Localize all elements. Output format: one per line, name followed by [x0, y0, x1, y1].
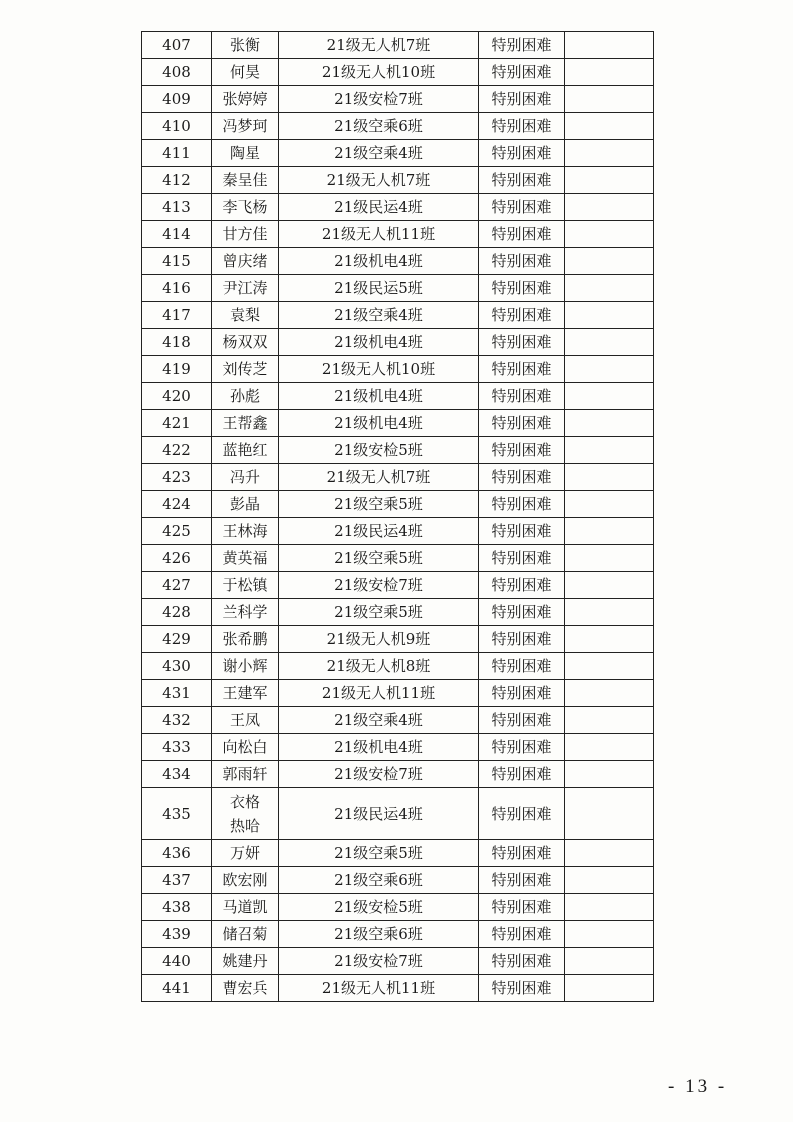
remark [565, 653, 654, 680]
difficulty-level: 特别困难 [479, 194, 565, 221]
difficulty-level: 特别困难 [479, 948, 565, 975]
class-name: 21级空乘6班 [279, 921, 479, 948]
class-name: 21级无人机8班 [279, 653, 479, 680]
row-number: 440 [142, 948, 212, 975]
class-name: 21级安检5班 [279, 437, 479, 464]
student-name: 姚建丹 [212, 948, 279, 975]
difficulty-level: 特别困难 [479, 518, 565, 545]
remark [565, 59, 654, 86]
row-number: 436 [142, 840, 212, 867]
class-name: 21级民运5班 [279, 275, 479, 302]
student-name: 彭晶 [212, 491, 279, 518]
remark [565, 464, 654, 491]
difficulty-level: 特别困难 [479, 626, 565, 653]
table-row [142, 734, 654, 761]
class-name: 21级安检5班 [279, 894, 479, 921]
table-row [142, 113, 654, 140]
table-row [142, 975, 654, 1002]
student-name: 张衡 [212, 32, 279, 59]
remark [565, 383, 654, 410]
difficulty-level: 特别困难 [479, 653, 565, 680]
student-name: 张希鹏 [212, 626, 279, 653]
class-name: 21级民运4班 [279, 788, 479, 840]
student-name: 张婷婷 [212, 86, 279, 113]
remark [565, 356, 654, 383]
student-name: 向松白 [212, 734, 279, 761]
remark [565, 867, 654, 894]
student-name: 曹宏兵 [212, 975, 279, 1002]
row-number: 427 [142, 572, 212, 599]
row-number: 407 [142, 32, 212, 59]
row-number: 415 [142, 248, 212, 275]
table-row [142, 167, 654, 194]
class-name: 21级空乘5班 [279, 840, 479, 867]
class-name: 21级安检7班 [279, 948, 479, 975]
remark [565, 761, 654, 788]
remark [565, 275, 654, 302]
remark [565, 948, 654, 975]
row-number: 413 [142, 194, 212, 221]
remark [565, 167, 654, 194]
class-name: 21级空乘5班 [279, 599, 479, 626]
table-row [142, 302, 654, 329]
student-name: 王林海 [212, 518, 279, 545]
row-number: 411 [142, 140, 212, 167]
table-row [142, 221, 654, 248]
class-name: 21级无人机11班 [279, 680, 479, 707]
table-row [142, 329, 654, 356]
row-number: 432 [142, 707, 212, 734]
row-number: 429 [142, 626, 212, 653]
class-name: 21级空乘5班 [279, 545, 479, 572]
row-number: 414 [142, 221, 212, 248]
remark [565, 410, 654, 437]
row-number: 433 [142, 734, 212, 761]
student-name: 万妍 [212, 840, 279, 867]
remark [565, 221, 654, 248]
row-number: 437 [142, 867, 212, 894]
row-number: 426 [142, 545, 212, 572]
row-number: 428 [142, 599, 212, 626]
class-name: 21级空乘5班 [279, 491, 479, 518]
table-body [142, 32, 654, 1002]
row-number: 412 [142, 167, 212, 194]
class-name: 21级无人机7班 [279, 167, 479, 194]
table-row [142, 545, 654, 572]
difficulty-level: 特别困难 [479, 734, 565, 761]
class-name: 21级安检7班 [279, 761, 479, 788]
difficulty-level: 特别困难 [479, 275, 565, 302]
remark [565, 707, 654, 734]
row-number: 422 [142, 437, 212, 464]
difficulty-level: 特别困难 [479, 761, 565, 788]
student-name: 曾庆绪 [212, 248, 279, 275]
class-name: 21级安检7班 [279, 572, 479, 599]
remark [565, 626, 654, 653]
difficulty-level: 特别困难 [479, 437, 565, 464]
difficulty-level: 特别困难 [479, 840, 565, 867]
student-name: 杨双双 [212, 329, 279, 356]
difficulty-level: 特别困难 [479, 86, 565, 113]
table-row [142, 518, 654, 545]
student-name: 欧宏刚 [212, 867, 279, 894]
row-number: 425 [142, 518, 212, 545]
table-row [142, 572, 654, 599]
table-row [142, 653, 654, 680]
row-number: 409 [142, 86, 212, 113]
table-row [142, 921, 654, 948]
student-name: 王凤 [212, 707, 279, 734]
remark [565, 921, 654, 948]
table-row [142, 840, 654, 867]
class-name: 21级空乘4班 [279, 302, 479, 329]
table-row [142, 894, 654, 921]
class-name: 21级无人机7班 [279, 32, 479, 59]
table-row [142, 356, 654, 383]
class-name: 21级机电4班 [279, 410, 479, 437]
table-row [142, 383, 654, 410]
difficulty-level: 特别困难 [479, 113, 565, 140]
table-row [142, 410, 654, 437]
difficulty-level: 特别困难 [479, 140, 565, 167]
student-name: 王建军 [212, 680, 279, 707]
student-name: 冯梦珂 [212, 113, 279, 140]
row-number: 418 [142, 329, 212, 356]
class-name: 21级机电4班 [279, 734, 479, 761]
class-name: 21级空乘4班 [279, 140, 479, 167]
difficulty-level: 特别困难 [479, 221, 565, 248]
student-name: 储召菊 [212, 921, 279, 948]
student-name: 郭雨轩 [212, 761, 279, 788]
class-name: 21级机电4班 [279, 329, 479, 356]
difficulty-level: 特别困难 [479, 894, 565, 921]
table-row [142, 86, 654, 113]
student-name: 李飞杨 [212, 194, 279, 221]
remark [565, 680, 654, 707]
student-name: 尹江涛 [212, 275, 279, 302]
table-row [142, 248, 654, 275]
class-name: 21级空乘4班 [279, 707, 479, 734]
table-row [142, 788, 654, 840]
table-row [142, 275, 654, 302]
difficulty-level: 特别困难 [479, 599, 565, 626]
class-name: 21级机电4班 [279, 383, 479, 410]
student-name: 何昊 [212, 59, 279, 86]
student-aid-table [141, 31, 654, 1002]
difficulty-level: 特别困难 [479, 248, 565, 275]
row-number: 420 [142, 383, 212, 410]
class-name: 21级安检7班 [279, 86, 479, 113]
row-number: 417 [142, 302, 212, 329]
remark [565, 86, 654, 113]
row-number: 435 [142, 788, 212, 840]
student-name: 于松镇 [212, 572, 279, 599]
row-number: 434 [142, 761, 212, 788]
table-row [142, 599, 654, 626]
student-name: 甘方佳 [212, 221, 279, 248]
remark [565, 491, 654, 518]
remark [565, 788, 654, 840]
student-name: 马道凯 [212, 894, 279, 921]
difficulty-level: 特别困难 [479, 975, 565, 1002]
difficulty-level: 特别困难 [479, 867, 565, 894]
row-number: 438 [142, 894, 212, 921]
student-name: 冯升 [212, 464, 279, 491]
class-name: 21级无人机7班 [279, 464, 479, 491]
row-number: 423 [142, 464, 212, 491]
row-number: 439 [142, 921, 212, 948]
table-row [142, 464, 654, 491]
remark [565, 518, 654, 545]
remark [565, 572, 654, 599]
remark [565, 545, 654, 572]
student-name: 王帮鑫 [212, 410, 279, 437]
remark [565, 437, 654, 464]
class-name: 21级机电4班 [279, 248, 479, 275]
remark [565, 32, 654, 59]
remark [565, 302, 654, 329]
remark [565, 975, 654, 1002]
difficulty-level: 特别困难 [479, 788, 565, 840]
difficulty-level: 特别困难 [479, 572, 565, 599]
difficulty-level: 特别困难 [479, 356, 565, 383]
table-row [142, 761, 654, 788]
student-name: 蓝艳红 [212, 437, 279, 464]
student-name: 陶星 [212, 140, 279, 167]
class-name: 21级无人机11班 [279, 221, 479, 248]
row-number: 430 [142, 653, 212, 680]
remark [565, 894, 654, 921]
row-number: 408 [142, 59, 212, 86]
remark [565, 194, 654, 221]
table-row [142, 680, 654, 707]
table-row [142, 437, 654, 464]
table-row [142, 707, 654, 734]
table-row [142, 32, 654, 59]
difficulty-level: 特别困难 [479, 329, 565, 356]
difficulty-level: 特别困难 [479, 410, 565, 437]
class-name: 21级民运4班 [279, 518, 479, 545]
student-name: 孙彪 [212, 383, 279, 410]
student-name: 兰科学 [212, 599, 279, 626]
student-name: 黄英福 [212, 545, 279, 572]
row-number: 419 [142, 356, 212, 383]
difficulty-level: 特别困难 [479, 680, 565, 707]
remark [565, 734, 654, 761]
remark [565, 329, 654, 356]
row-number: 431 [142, 680, 212, 707]
remark [565, 599, 654, 626]
difficulty-level: 特别困难 [479, 545, 565, 572]
table-row [142, 59, 654, 86]
remark [565, 140, 654, 167]
difficulty-level: 特别困难 [479, 921, 565, 948]
page-number: - 13 - [668, 1076, 728, 1097]
table-row [142, 867, 654, 894]
row-number: 416 [142, 275, 212, 302]
class-name: 21级民运4班 [279, 194, 479, 221]
class-name: 21级无人机9班 [279, 626, 479, 653]
student-name: 袁梨 [212, 302, 279, 329]
difficulty-level: 特别困难 [479, 464, 565, 491]
difficulty-level: 特别困难 [479, 32, 565, 59]
table-row [142, 194, 654, 221]
class-name: 21级无人机10班 [279, 59, 479, 86]
table-row [142, 948, 654, 975]
difficulty-level: 特别困难 [479, 707, 565, 734]
table-row [142, 140, 654, 167]
difficulty-level: 特别困难 [479, 167, 565, 194]
class-name: 21级无人机10班 [279, 356, 479, 383]
row-number: 424 [142, 491, 212, 518]
class-name: 21级空乘6班 [279, 867, 479, 894]
difficulty-level: 特别困难 [479, 491, 565, 518]
student-name: 谢小辉 [212, 653, 279, 680]
table-row [142, 491, 654, 518]
row-number: 410 [142, 113, 212, 140]
student-name: 秦呈佳 [212, 167, 279, 194]
remark [565, 840, 654, 867]
remark [565, 113, 654, 140]
difficulty-level: 特别困难 [479, 302, 565, 329]
student-name: 衣格热哈 [212, 788, 279, 840]
table-row [142, 626, 654, 653]
difficulty-level: 特别困难 [479, 59, 565, 86]
difficulty-level: 特别困难 [479, 383, 565, 410]
student-name: 刘传芝 [212, 356, 279, 383]
class-name: 21级空乘6班 [279, 113, 479, 140]
row-number: 421 [142, 410, 212, 437]
row-number: 441 [142, 975, 212, 1002]
remark [565, 248, 654, 275]
class-name: 21级无人机11班 [279, 975, 479, 1002]
